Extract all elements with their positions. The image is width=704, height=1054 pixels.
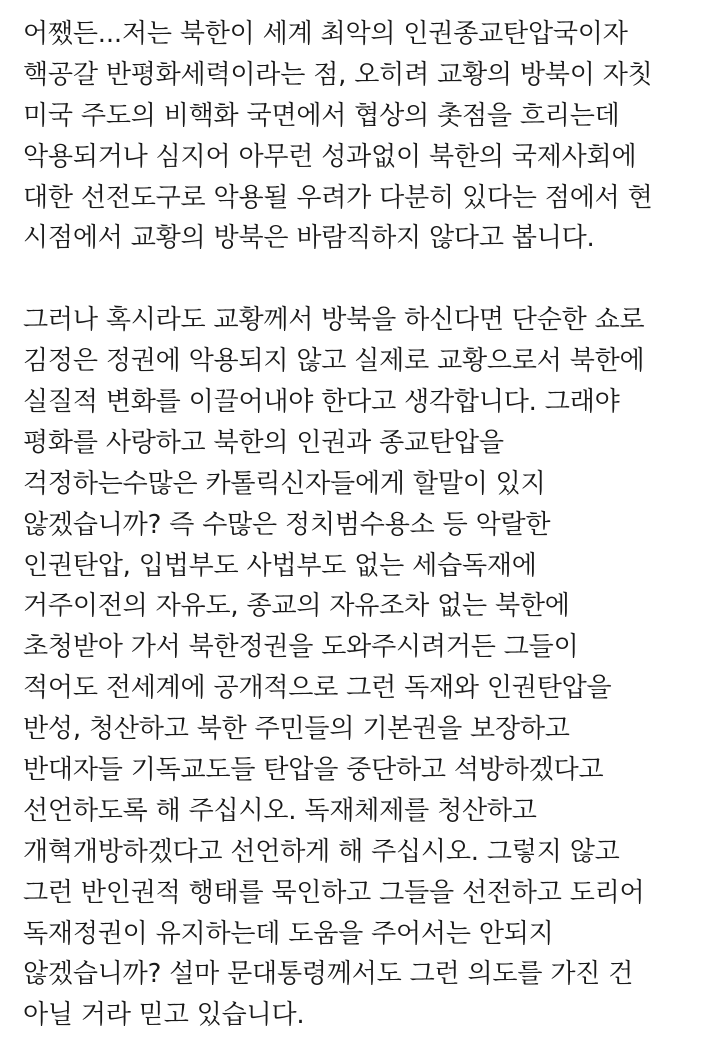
text-line: 아닐 거라 믿고 있습니다. bbox=[23, 1000, 305, 1031]
text-line: 선언하도록 해 주십시오. 독재체제를 청산하고 bbox=[23, 795, 537, 826]
text-line: 실질적 변화를 이끌어내야 한다고 생각합니다. 그래야 bbox=[23, 387, 620, 418]
text-line: 평화를 사랑하고 북한의 인권과 종교탄압을 bbox=[23, 427, 504, 458]
text-line: 인권탄압, 입법부도 사법부도 없는 세습독재에 bbox=[23, 550, 537, 581]
text-line: 대한 선전도구로 악용될 우려가 다분히 있다는 점에서 현 bbox=[23, 182, 653, 213]
text-line: 핵공갈 반평화세력이라는 점, 오히려 교황의 방북이 자칫 bbox=[23, 59, 653, 90]
text-line: 반대자들 기독교도들 탄압을 중단하고 석방하겠다고 bbox=[23, 755, 604, 786]
text-line: 않겠습니까? 즉 수많은 정치범수용소 등 악랄한 bbox=[23, 509, 551, 540]
text-line: 시점에서 교황의 방북은 바람직하지 않다고 봅니다. bbox=[23, 223, 595, 254]
text-line: 개혁개방하겠다고 선언하게 해 주십시오. 그렇지 않고 bbox=[23, 836, 620, 867]
text-line: 않겠습니까? 설마 문대통령께서도 그런 의도를 가진 건 bbox=[23, 959, 634, 990]
text-line: 걱정하는수많은 카톨릭신자들에게 할말이 있지 bbox=[23, 468, 546, 499]
text-line: 악용되거나 심지어 아무런 성과없이 북한의 국제사회에 bbox=[23, 141, 637, 172]
text-line: 어쨌든...저는 북한이 세계 최악의 인권종교탄압국이자 bbox=[23, 19, 628, 49]
paragraph-spacer bbox=[23, 259, 704, 300]
text-line: 거주이전의 자유도, 종교의 자유조차 없는 북한에 bbox=[23, 591, 570, 622]
text-line: 초청받아 가서 북한정권을 도와주시려거든 그들이 bbox=[23, 632, 579, 663]
paragraph-1 bbox=[23, 14, 704, 259]
text-line: 그러나 혹시라도 교황께서 방북을 하신다면 단순한 쇼로 bbox=[23, 305, 645, 336]
text-line: 그런 반인권적 행태를 묵인하고 그들을 선전하고 도리어 bbox=[23, 877, 645, 908]
text-line: 미국 주도의 비핵화 국면에서 협상의 촛점을 흐리는데 bbox=[23, 100, 620, 131]
text-line: 반성, 청산하고 북한 주민들의 기본권을 보장하고 bbox=[23, 714, 570, 745]
document-body bbox=[23, 14, 704, 1036]
text-line: 김정은 정권에 악용되지 않고 실제로 교황으로서 북한에 bbox=[23, 346, 645, 377]
text-line: 독재정권이 유지하는데 도움을 주어서는 안되지 bbox=[23, 918, 554, 949]
text-line: 적어도 전세계에 공개적으로 그런 독재와 인권탄압을 bbox=[23, 673, 612, 704]
paragraph-2 bbox=[23, 300, 704, 1036]
